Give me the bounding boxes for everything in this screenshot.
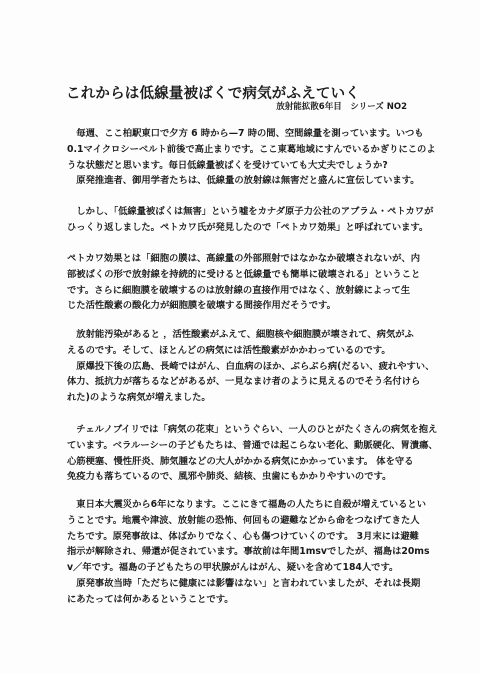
- paragraph-line: 0.1マイクロシーベルト前後で高止まりです。ここ東葛地域にすんでいるかぎりにこのよ: [67, 143, 436, 155]
- paragraph-line: にあたっては何かあるということです。: [67, 593, 234, 605]
- paragraph-line: じた活性酸素の酸化力が細胞膜を破壊する間接作用だそうです。: [67, 300, 336, 312]
- paragraph-line: 東日本大震災から6年になります。ここにきて福島の人たちに自殺が増えているとい: [67, 499, 427, 510]
- paragraph-line: 放射能汚染があると ，活性酸素がふえて、細胞核や細胞膜が壊されて、病気がふ: [67, 329, 414, 340]
- paragraph-petkau-effect: [67, 251, 421, 314]
- paragraph-line: です。さらに細胞膜を破壊するのは放射線の直接作用ではなく、放射線によって生: [67, 284, 411, 296]
- paragraph-line: ています。ベラルーシーの子どもたちは、普通では起こらない老化、動脈硬化、胃潰瘍、: [67, 439, 438, 451]
- paragraph-line: 指示が解除され、帰還が促されています。事故前は年間1msvでしたが、福島は20ms: [67, 546, 430, 558]
- paragraph-weekly-measurement: [67, 126, 436, 189]
- series-label: 放射能拡散6年目 シリーズ NO2: [276, 102, 407, 112]
- paragraph-line: 免疫力も落ちているので、風邪や肺炎、結核、虫歯にもかかりやすいのです。: [67, 471, 392, 483]
- paragraph-line: 心筋梗塞、慢性肝炎、肺気腫などの大人がかかる病気にかかっています。 体を守る: [67, 455, 414, 467]
- paragraph-line: 原爆投下後の広島、長崎ではがん、白血病のほか、ぶらぶら病(だるい、疲れやすい、: [67, 360, 435, 372]
- paragraph-chernobyl: [67, 422, 438, 485]
- paragraph-fukushima: [67, 497, 430, 608]
- paragraph-line: うことです。地震や津波、放射能の恐怖、何回もの避難などから命をつなげてきた人: [67, 514, 420, 526]
- paragraph-line: v／年です。福島の子どもたちの甲状腺がんはがん、疑いを含めて184人です。: [67, 562, 399, 574]
- document-title: これからは低線量被ばくで病気がふえていく: [66, 85, 360, 102]
- paragraph-line: ペトカワ効果とは「細胞の膜は、高線量の外部照射ではなかなか破壊されないが、内: [67, 253, 421, 264]
- paragraph-line: ひっくり返しました。ペトカワ氏が発見したので「ペトカワ効果」と呼ばれています。: [67, 221, 429, 233]
- paragraph-line: うな状態だと思います。毎日低線量被ばくを受けていても大丈夫でしょうか?: [67, 159, 388, 171]
- paragraph-line: 毎週、ここ柏駅東口で夕方 6 時から—7 時の間、空間線量を測っています。いつも: [67, 128, 424, 139]
- paragraph-line: れた)のような病気が増えました。: [67, 392, 211, 404]
- paragraph-line: 体力、抵抗力が落ちるなどがあるが、一見なまけ者のように見えるのでそう名付けら: [67, 376, 421, 388]
- paragraph-line: たちです。原発事故は、体ばかりでなく、心も傷つけていくのです。 3月末には避難: [67, 530, 419, 542]
- paragraph-line: しかし、「低線量被ばくは無害」という嘘をカナダ原子力公社のアブラム・ペトカワが: [67, 206, 434, 217]
- paragraph-line: えるのです。そして、ほとんどの病気には活性酸素がかかわっているのです。: [67, 344, 391, 356]
- paragraph-line: チェルノブイリでは「病気の花束」というぐらい、一人のひとがたくさんの病気を抱え: [67, 424, 438, 435]
- paragraph-line: 原発事故当時「ただちに健康には影響はない」と言われていましたが、それは長期: [67, 577, 421, 589]
- paragraph-petkau-intro: [67, 204, 434, 236]
- paragraph-line: 部被ばくの形で放射線を持続的に受けると低線量でも簡単に破壊される」ということ: [67, 268, 421, 280]
- paragraph-line: 原発推進者、御用学者たちは、低線量の放射線は無害だと盛んに宣伝しています。: [67, 175, 420, 187]
- paragraph-active-oxygen: [67, 327, 435, 406]
